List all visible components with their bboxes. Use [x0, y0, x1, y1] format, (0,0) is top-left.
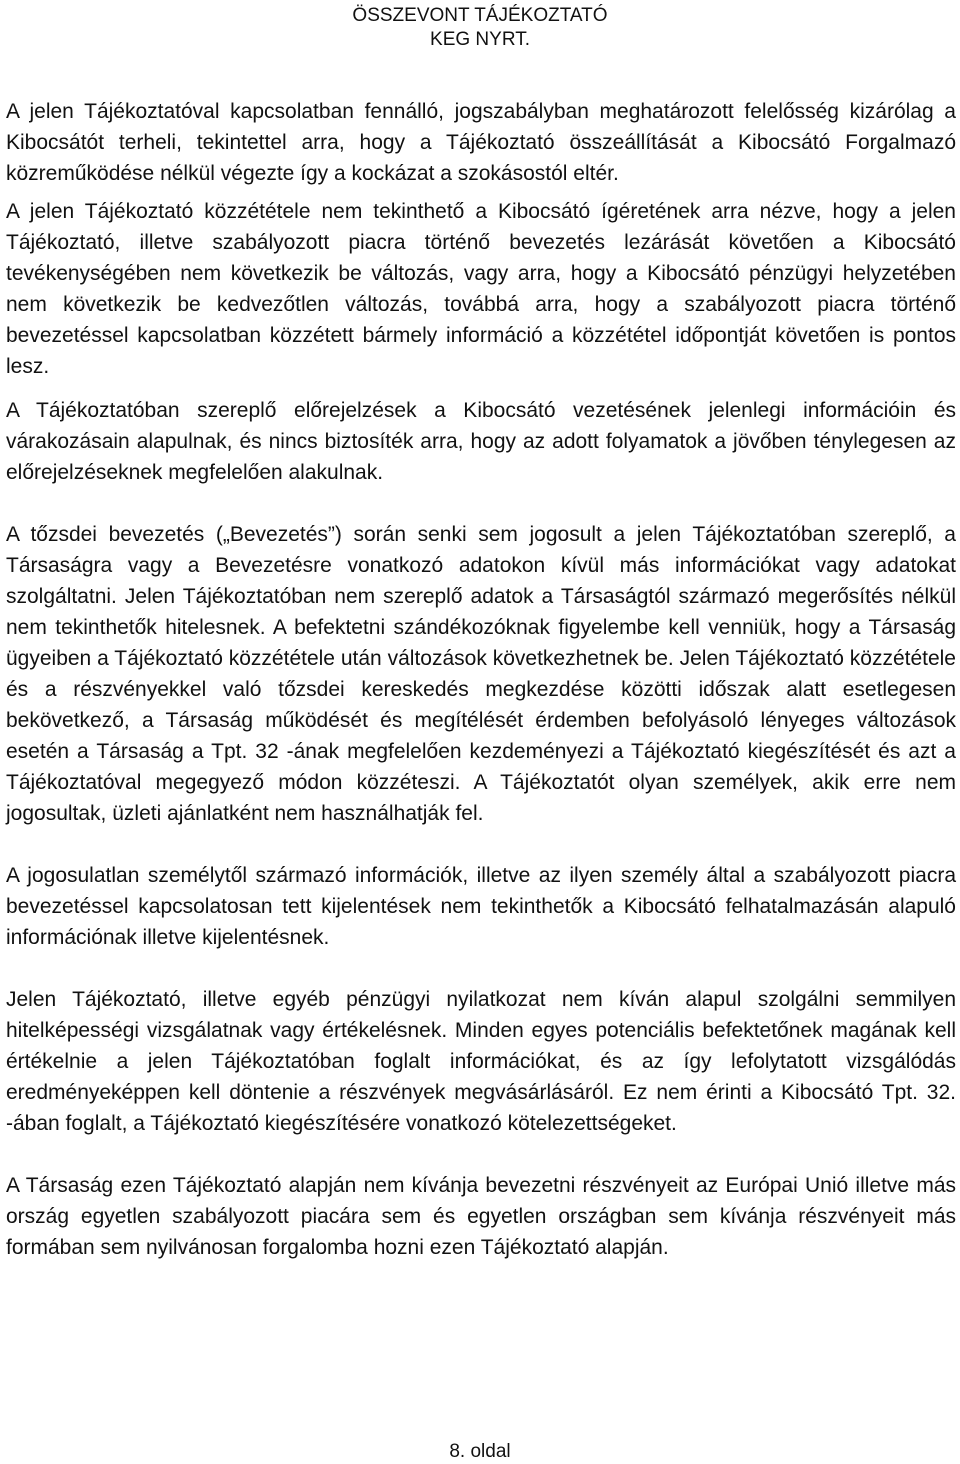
- paragraph-eu-markets: A Társaság ezen Tájékoztató alapján nem kívánja bevezetni részvényeit az Európai Unió illetve más ország egyetlen szabályozott piacára sem és egyetlen országban sem kívánja részvényeit más formában sem nyilvánosan forgalomba hozni ezen Tájékoztató alapján.: [6, 1174, 956, 1259]
- page-header: [0, 4, 960, 52]
- paragraph-liability: A jelen Tájékoztatóval kapcsolatban fennálló, jogszabályban meghatározott felelősség kizárólag a Kibocsátót terheli, tekintettel arra, hogy a Tájékoztató összeállítását a Kibocsátó Forgalmazó közreműködése nélkül végezte így a kockázat a szokásostól eltér.: [6, 100, 956, 185]
- header-document-title: ÖSSZEVONT TÁJÉKOZTATÓ: [352, 5, 608, 26]
- paragraph-listing: A tőzsdei bevezetés („Bevezetés”) során senki sem jogosult a jelen Tájékoztatóban szereplő, a Társaságra vagy a Bevezetésre vonatkozó adatokon kívül más információkat vagy adatokat szolgáltatni. Jelen Tájékoztatóban nem szereplő adatok a Társaságtól származó megerősítés nélkül nem tekinthetők hitelesnek. A befektetni szándékozóknak figyelembe kell venniük, hogy a Társaság ügyeiben a Tájékoztató közzététele után változások következhetnek be. Jelen Tájékoztató közzététele és a részvényekkel való tőzsdei kereskedés megkezdése közötti időszak alatt esetlegesen bekövetkező, a Társaság működését és megítélését érdemben befolyásoló lényeges változások esetén a Társaság a Tpt. 32 -ának megfelelően kezdeményezi a Tájékoztató kiegészítését és azt a Tájékoztatóval megegyező módon közzéteszi. A Tájékoztatót olyan személyek, akik erre nem jogosultak, üzleti ajánlatként nem használhatják fel.: [6, 523, 956, 825]
- document-body: [6, 96, 956, 1263]
- paragraph-evaluation: Jelen Tájékoztató, illetve egyéb pénzügyi nyilatkozat nem kíván alapul szolgálni semmilyen hitelképességi vizsgálatnak vagy értékelésnek. Minden egyes potenciális befektetőnek magának kell értékelnie a jelen Tájékoztatóban foglalt információkat, és az így lefolytatott vizsgálódás eredményeképpen kell döntenie a részvények megvásárlásáról. Ez nem érinti a Kibocsátó Tpt. 32. -ában foglalt, a Tájékoztató kiegészítésére vonatkozó kötelezettségeket.: [6, 988, 956, 1135]
- paragraph-forecasts: A Tájékoztatóban szereplő előrejelzések a Kibocsátó vezetésének jelenlegi információin és várakozásain alapulnak, és nincs biztosíték arra, hogy az adott folyamatok a jövőben ténylegesen az előrejelzéseknek megfelelően alakulnak.: [6, 399, 956, 484]
- header-company-name: KEG NYRT.: [430, 29, 530, 50]
- paragraph-unauthorized: A jogosulatlan személytől származó információk, illetve az ilyen személy által a szabályozott piacra bevezetéssel kapcsolatosan tett kijelentések nem tekinthetők a Kibocsátó felhatalmazásán alapuló információnak illetve kijelentésnek.: [6, 864, 956, 949]
- page-number: 8. oldal: [449, 1441, 511, 1462]
- paragraph-no-promise: A jelen Tájékoztató közzététele nem tekinthető a Kibocsátó ígéretének arra nézve, hogy a jelen Tájékoztató, illetve szabályozott piacra történő bevezetés lezárását követően a Kibocsátó tevékenységében nem következik be változás, vagy arra, hogy a Kibocsátó pénzügyi helyzetében nem következik be kedvezőtlen változás, továbbá arra, hogy a szabályozott piacra történő bevezetéssel kapcsolatban közzétett bármely információ a közzététel időpontját követően is pontos lesz.: [6, 200, 956, 378]
